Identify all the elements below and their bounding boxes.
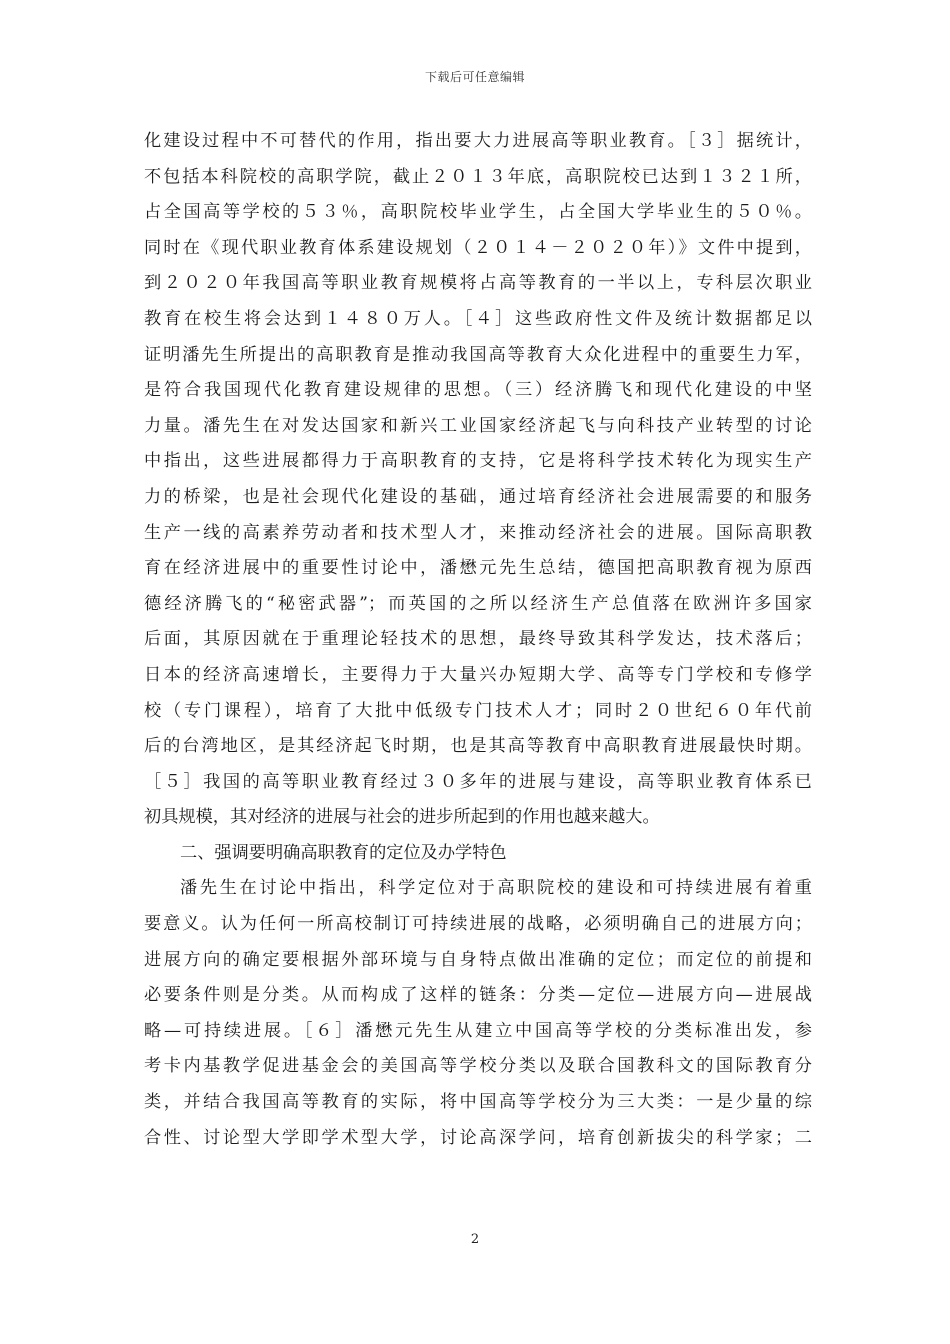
- body-line: 后的台湾地区，是其经济起飞时期，也是其高等教育中高职教育进展最快时期。: [144, 736, 812, 757]
- body-line: 教育在校生将会达到１４８０万人。［４］这些政府性文件及统计数据都足以: [144, 308, 812, 329]
- section-heading: 二、强调要明确高职教育的定位及办学特色: [180, 842, 507, 863]
- body-line: 化建设过程中不可替代的作用，指出要大力进展高等职业教育。［３］据统计，: [144, 131, 812, 151]
- body-line: 略—可持续进展。［６］潘懋元先生从建立中国高等学校的分类标准出发，参: [144, 1020, 812, 1041]
- body-line: 潘先生在讨论中指出，科学定位对于高职院校的建设和可持续进展有着重: [180, 878, 812, 899]
- body-line: 初具规模，其对经济的进展与社会的进步所起到的作用也越来越大。: [144, 807, 660, 828]
- body-line: 占全国高等学校的５３％，高职院校毕业学生，占全国大学毕业生的５０％。: [144, 202, 812, 223]
- body-line: 是符合我国现代化教育建设规律的思想。（三）经济腾飞和现代化建设的中坚: [144, 380, 812, 401]
- body-line: 要意义。认为任何一所高校制订可持续进展的战略，必须明确自己的进展方向；: [144, 914, 812, 935]
- body-line: 日本的经济高速增长，主要得力于大量兴办短期大学、高等专门学校和专修学: [144, 664, 812, 685]
- body-line: 中指出，这些进展都得力于高职教育的支持，它是将科学技术转化为现实生产: [144, 451, 812, 472]
- document-body: [144, 124, 812, 1156]
- body-line: 育在经济进展中的重要性讨论中，潘懋元先生总结，德国把高职教育视为原西: [144, 558, 812, 579]
- body-line: 校（专门课程），培育了大批中低级专门技术人才；同时２０世纪６０年代前: [144, 700, 812, 721]
- body-line: ［５］我国的高等职业教育经过３０多年的进展与建设，高等职业教育体系已: [144, 771, 812, 792]
- body-line: 生产一线的高素养劳动者和技术型人才，来推动经济社会的进展。国际高职教: [144, 522, 812, 543]
- body-line: 证明潘先生所提出的高职教育是推动我国高等教育大众化进程中的重要生力军，: [144, 344, 812, 365]
- body-line: 考卡内基教学促进基金会的美国高等学校分类以及联合国教科文的国际教育分: [144, 1056, 812, 1077]
- body-line: 德经济腾飞的“秘密武器”；而英国的之所以经济生产总值落在欧洲许多国家: [144, 593, 812, 614]
- body-line: 必要条件则是分类。从而构成了这样的链条：分类—定位—进展方向—进展战: [144, 985, 812, 1006]
- body-line: 力的桥梁，也是社会现代化建设的基础，通过培育经济社会进展需要的和服务: [144, 486, 812, 507]
- body-line: 不包括本科院校的高职学院，截止２０１３年底，高职院校已达到１３２１所，: [144, 166, 812, 187]
- body-line: 力量。潘先生在对发达国家和新兴工业国家经济起飞与向科技产业转型的讨论: [144, 415, 812, 436]
- body-line: 同时在《现代职业教育体系建设规划（２０１４－２０２０年）》文件中提到，: [144, 237, 812, 258]
- body-line: 到２０２０年我国高等职业教育规模将占高等教育的一半以上，专科层次职业: [144, 273, 812, 294]
- body-line: 后面，其原因就在于重理论轻技术的思想，最终导致其科学发达，技术落后；: [144, 629, 812, 650]
- body-line: 类，并结合我国高等教育的实际，将中国高等学校分为三大类：一是少量的综: [144, 1092, 812, 1113]
- body-line: 合性、讨论型大学即学术型大学，讨论高深学问，培育创新拔尖的科学家；二: [144, 1127, 812, 1148]
- page-header: 下载后可任意编辑: [424, 70, 525, 84]
- page-number: 2: [470, 1232, 480, 1247]
- body-line: 进展方向的确定要根据外部环境与自身特点做出准确的定位；而定位的前提和: [144, 949, 812, 970]
